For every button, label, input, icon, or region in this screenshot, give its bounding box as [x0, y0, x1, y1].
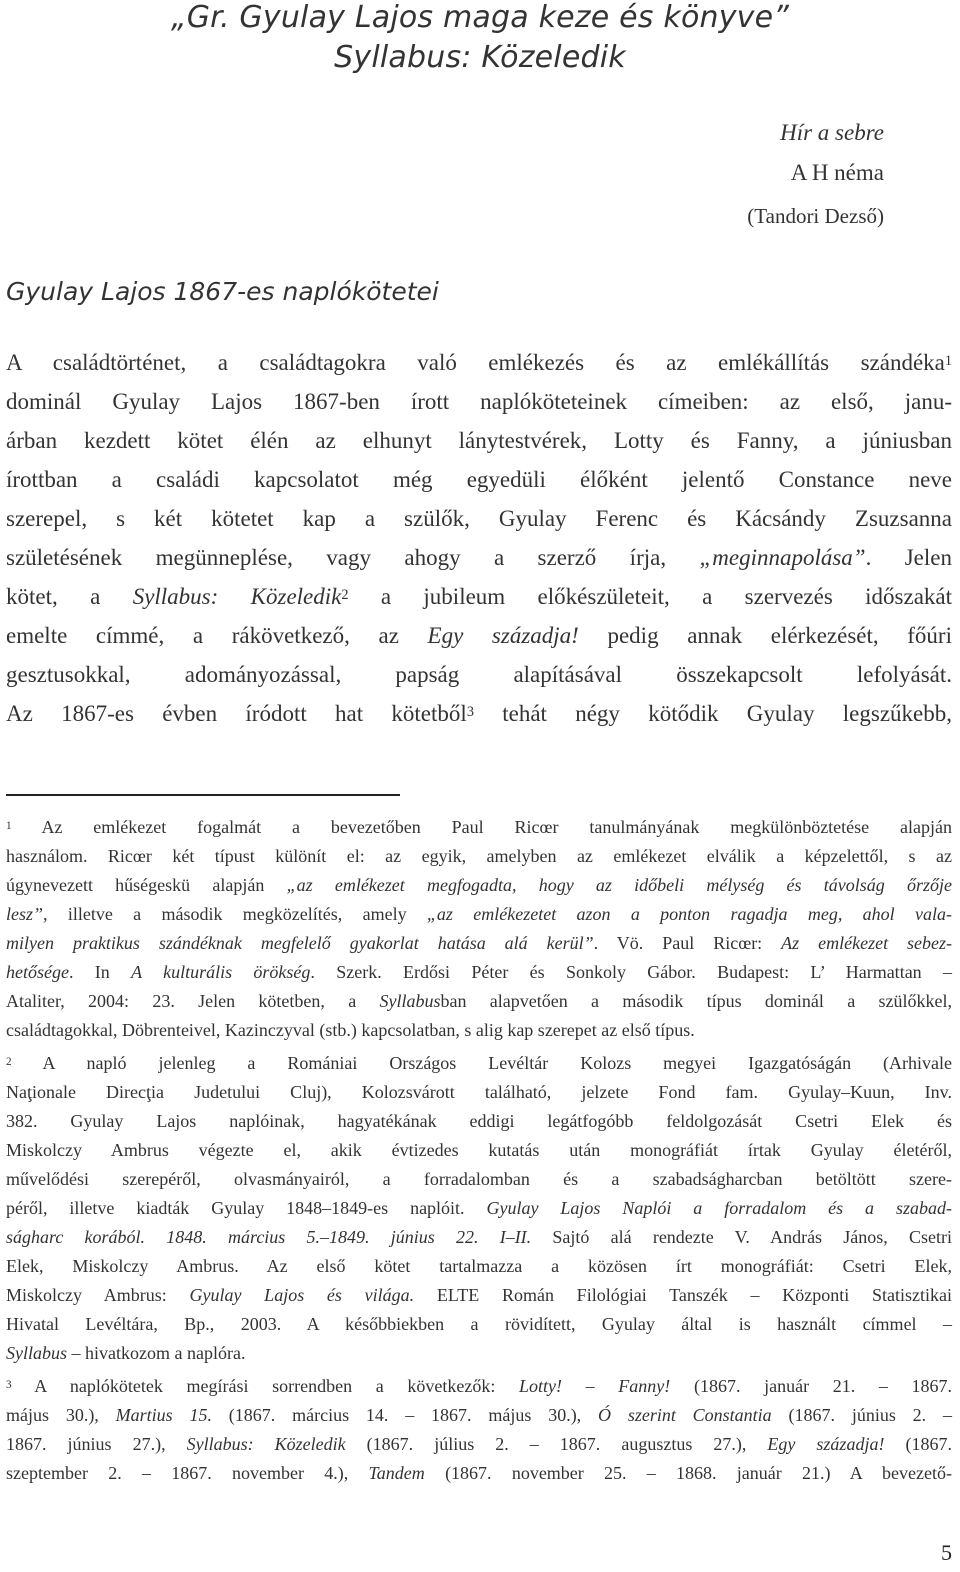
body-text: pedig annak elérkezését, főúri: [578, 623, 952, 648]
footnote-text: Sajtó alá rendezte V. András János, Csetri: [531, 1227, 952, 1247]
footnote-line: Elek, Miskolczy Ambrus. Az első kötet tartalmazza a közösen írt monográfiát: Csetri Elek,: [6, 1256, 952, 1276]
body-italic: Syllabus: Közeledik: [132, 584, 342, 609]
body-line: gesztusokkal, adományozással, papság alapításával összekapcsolt lefolyását.: [6, 662, 952, 687]
footnote-text: 1867. június 27.),: [6, 1434, 187, 1454]
body-italic: „meginnapolása”: [699, 545, 866, 570]
motto-attribution: (Tandori Dezső): [747, 204, 884, 228]
footnote-line: családtagokkal, Döbrenteivel, Kazinczyval (stb.) kapcsolatban, s alig kap szerepet az első típus.: [6, 1020, 695, 1040]
footnote-italic: Martius 15.: [115, 1405, 212, 1425]
body-text: A családtörténet, a családtagokra való emlékezés és az emlékállítás szándéka: [6, 350, 945, 375]
body-text: Az 1867-es évben íródott hat kötetből: [6, 701, 467, 726]
footnote-italic: Gyulay Lajos és világa.: [189, 1285, 415, 1305]
body-text: a jubileum előkészületeit, a szervezés időszakát: [348, 584, 953, 609]
footnote-line: [6, 1374, 952, 1398]
body-line: [6, 582, 952, 612]
body-line: árban kezdett kötet élén az elhunyt lánytestvérek, Lotty és Fanny, a júniusban: [6, 428, 952, 453]
footnote-line: [6, 1432, 952, 1456]
footnote-line: Naţionale Direcţia Judetului Cluj), Kolozsvárott található, jelzete Fond fam. Gyulay–Kuun, Inv.: [6, 1082, 952, 1102]
motto-line-2: A H néma: [790, 160, 884, 185]
footnote-text: Az emlékezet fogalmát a bevezetőben Paul Ricœr tanulmányának megkülönböztetése alapján: [11, 817, 952, 837]
body-text: kötet, a: [6, 584, 133, 609]
footnote-separator: [6, 794, 400, 796]
footnote-italic: Gyulay Lajos Naplói a forradalom és a szabad-: [486, 1198, 952, 1218]
footnote-italic: Lotty! – Fanny!: [519, 1376, 671, 1396]
body-line: [6, 699, 952, 729]
footnote-ref: 2: [341, 587, 349, 604]
footnote-line: [6, 873, 952, 897]
footnote-text: A naplókötetek megírási sorrendben a következők:: [11, 1376, 520, 1396]
footnote-italic: Az emlékezet sebez-: [781, 933, 953, 953]
body-line: szerepel, s két kötetet kap a szülők, Gyulay Ferenc és Kácsándy Zsuzsanna: [6, 506, 952, 531]
body-line: dominál Gyulay Lajos 1867-ben írott naplóköteteinek címeiben: az első, janu-: [6, 389, 952, 414]
section-heading: Gyulay Lajos 1867-es naplókötetei: [6, 277, 439, 306]
body-text: . Jelen: [865, 545, 952, 570]
footnote-text: . In: [68, 962, 132, 982]
footnote-italic: Syllabus: Közeledik: [186, 1434, 346, 1454]
footnote-line: [6, 1051, 952, 1075]
footnote-line: [6, 960, 952, 984]
footnote-italic: milyen praktikus szándéknak megfelelő gyakorlat hatása alá kerül”: [6, 933, 594, 953]
footnote-text: Ataliter, 2004: 23. Jelen kötetben, a: [6, 991, 380, 1011]
footnote-text: Miskolczy Ambrus:: [6, 1285, 190, 1305]
footnote-text: ELTE Román Filológiai Tanszék – Központi Statisztikai: [414, 1285, 952, 1305]
title-line-2: Syllabus: Közeledik: [334, 40, 626, 75]
footnote-text: péről, illetve kiadták Gyulay 1848–1849-es naplóit.: [6, 1198, 487, 1218]
footnote-text: . Szerk. Erdősi Péter és Sonkoly Gábor. Budapest: L’ Harmattan –: [310, 962, 952, 982]
footnote-italic: A kulturális örökség: [131, 962, 311, 982]
footnote-text: (1867. július 2. – 1867. augusztus 27.),: [345, 1434, 768, 1454]
footnote-text: A napló jelenleg a Romániai Országos Levéltár Kolozs megyei Igazgatóságán (Arhivale: [11, 1053, 952, 1073]
footnote-italic: Egy századja!: [767, 1434, 885, 1454]
footnote-line: [6, 989, 952, 1013]
body-text: tehát négy kötődik Gyulay legszűkebb,: [473, 701, 952, 726]
footnote-ref: 3: [466, 704, 474, 721]
footnote-number: 3: [6, 1379, 12, 1392]
footnote-text: . Vö. Paul Ricœr:: [593, 933, 782, 953]
footnote-italic: „az emlékezet megfogadta, hogy az időbeli mélység és távolság őrzője: [286, 875, 952, 895]
footnote-text: (1867. június 2. –: [771, 1405, 952, 1425]
body-text: emelte címmé, a rákövetkező, az: [6, 623, 428, 648]
footnote-italic: hetősége: [6, 962, 69, 982]
footnote-text: (1867. március 14. – 1867. május 30.),: [211, 1405, 599, 1425]
footnote-line: [6, 1225, 952, 1249]
footnote-number: 2: [6, 1056, 12, 1069]
footnote-italic: Tandem: [368, 1463, 425, 1483]
footnote-italic: „az emlékezetet azon a ponton ragadja meg, ahol vala-: [426, 904, 952, 924]
title-line-1: „Gr. Gyulay Lajos maga keze és könyve”: [170, 0, 790, 35]
footnote-text: – hivatkozom a naplóra.: [67, 1343, 246, 1363]
body-line: [6, 621, 952, 651]
footnote-line: [6, 1461, 952, 1485]
body-line: [6, 543, 952, 573]
footnote-line: [6, 902, 952, 926]
footnote-text: május 30.),: [6, 1405, 116, 1425]
body-text: születésének megünneplése, vagy ahogy a szerző írja,: [6, 545, 700, 570]
body-line: írottban a családi kapcsolatot még egyedüli élőként jelentő Constance neve: [6, 467, 952, 492]
footnote-line: Hivatal Levéltára, Bp., 2003. A későbbiekben a rövidített, Gyulay által is használt címmel –: [6, 1314, 952, 1334]
footnote-italic: Syllabus: [6, 1343, 67, 1363]
footnote-text: (1867. január 21. – 1867.: [670, 1376, 953, 1396]
footnote-line: [6, 1196, 952, 1220]
footnote-line: [6, 1283, 952, 1307]
body-italic: Egy századja!: [427, 623, 579, 648]
footnote-line: [6, 1403, 952, 1427]
footnote-ref: 1: [944, 353, 952, 370]
footnote-italic: Syllabus: [379, 991, 441, 1011]
footnote-text: úgynevezett hűségeskü alapján: [6, 875, 287, 895]
footnote-text: szeptember 2. – 1867. november 4.),: [6, 1463, 369, 1483]
footnote-line: művelődési szerepéről, olvasmányairól, a forradalomban és a szabadságharcban betöltött szere-: [6, 1169, 952, 1189]
footnote-number: 1: [6, 820, 12, 833]
footnote-italic: ságharc korából. 1848. március 5.–1849. június 22. I–II.: [6, 1227, 532, 1247]
page-number: 5: [941, 1540, 952, 1565]
footnote-text: ban alapvetően a második típus dominál a szülőkkel,: [440, 991, 952, 1011]
footnote-text: , illetve a második megközelítés, amely: [43, 904, 427, 924]
footnote-text: (1867.: [884, 1434, 952, 1454]
footnote-text: (1867. november 25. – 1868. január 21.) A bevezető-: [424, 1463, 952, 1483]
footnote-line: [6, 815, 952, 839]
footnote-line: használom. Ricœr két típust különít el: az egyik, amelyben az emlékezet elválik a képzelettől, s az: [6, 846, 952, 866]
footnote-italic: Ó szerint Constantia: [598, 1405, 772, 1425]
footnote-line: Miskolczy Ambrus végezte el, akik évtizedes kutatás után monográfiát írtak Gyulay életéről,: [6, 1140, 952, 1160]
body-line: [6, 348, 952, 378]
footnote-line: 382. Gyulay Lajos naplóinak, hagyatékának eddigi legátfogóbb feldolgozását Csetri Elek és: [6, 1111, 952, 1131]
footnote-italic: lesz”: [6, 904, 44, 924]
footnote-line: [6, 1341, 952, 1365]
footnote-line: [6, 931, 952, 955]
motto-line-1: Hír a sebre: [780, 120, 884, 145]
